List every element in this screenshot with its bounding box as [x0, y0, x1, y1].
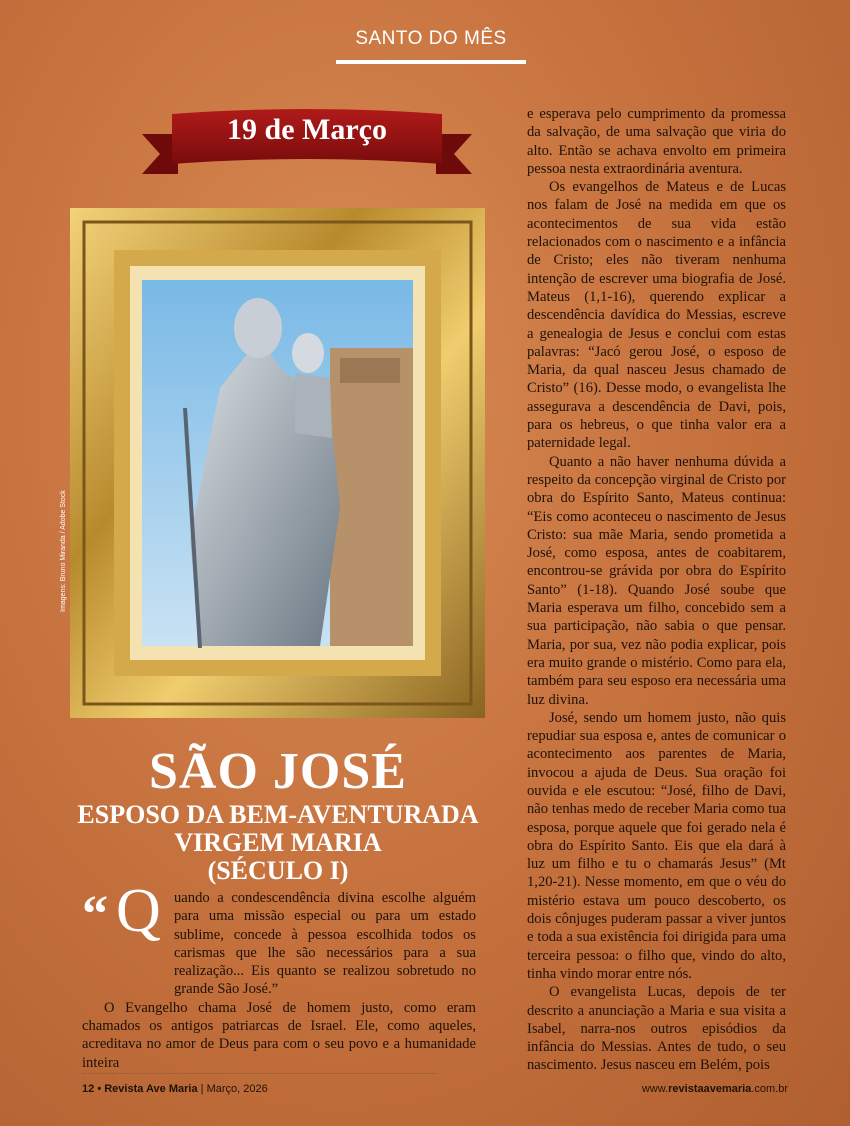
footer-separator: |: [200, 1083, 204, 1095]
right-column-body: [527, 105, 786, 1075]
intro-quote-paragraph: uando a condescendência divina escolhe alguém para uma missão especial ou para um estado sublime, concede à pessoa escolhida todos os carismas que lhe são necessários para a sua realização... Eis quanto se realizou sobretudo no grande São José.”: [174, 890, 476, 998]
image-credit: Imagens: Bruno Miranda / Adobe Stock: [60, 490, 67, 612]
url-prefix: www.: [641, 1083, 669, 1095]
subtitle-line-3: (SÉCULO I): [207, 856, 349, 885]
footer-page-info: [82, 1083, 268, 1095]
body-paragraph: O Evangelho chama José de homem justo, como eram chamados os antigos patriarcas de Israel. Ele, como aqueles, acreditava no amor de Deus para com o seu povo e a humanidade inteira: [82, 999, 476, 1071]
left-column-body: [82, 889, 476, 1072]
body-paragraph: O evangelista Lucas, depois de ter descrito a anunciação a Maria e sua visita a Isabel, narra-nos outros episódios da infância do Messias. Antes de tudo, o seu nascimento. Jesus nasceu em Belém, pois: [527, 984, 786, 1074]
section-underline: [336, 60, 526, 64]
section-label: SANTO DO MÊS: [355, 28, 507, 49]
url-suffix: .com.br: [751, 1083, 788, 1095]
magazine-name: Revista Ave Maria: [104, 1083, 198, 1095]
saint-portrait-frame: [70, 208, 485, 718]
body-paragraph: Os evangelhos de Mateus e de Lucas nos falam de José na medida em que os acontecimentos de sua vida estão relacionados com o nascimento e a infância de Cristo; eles não tiveram nenhuma intenção de escrever uma biografia de José. Mateus (1,1-16), querendo explicar a descendência davídica do Messias, escreve a genealogia de Jesus e conclui com estas palavras: “Jacó gerou José, o esposo de Maria, da qual nasceu Jesus chamado de Cristo” (16). Desse modo, o evangelista lhe assegurava a descendência de Davi, pois, para os hebreus, o que tinha valor era a paternidade legal.: [527, 179, 786, 452]
body-paragraph: Quanto a não haver nenhuma dúvida a respeito da concepção virginal de Cristo por obra do Espírito Santo, Mateus continua: “Eis como aconteceu o nascimento de Jesus Cristo: sua mãe Maria, sendo prometida a José, como esposa, antes de coabitarem, encontrou-se grávida por obra do Espírito Santo” (1-18). Quando José soube que Maria esperava um filho, concebido sem a sua participação, não sabia o que pensar. Maria, por sua, vez não podia explicar, pois era muito grande o mistério. Como para ela, também para seu esposo era necessária uma luz divina.: [527, 453, 786, 708]
subtitle-line-1: ESPOSO DA BEM-AVENTURADA: [77, 800, 479, 829]
drop-cap: Q: [116, 877, 161, 945]
page-number: 12: [82, 1083, 95, 1095]
opening-quote-mark: “: [82, 886, 108, 943]
article-title: SÃO JOSÉ: [149, 743, 407, 800]
date-ribbon-text: 19 de Março: [227, 113, 387, 146]
footer-divider: [82, 1073, 437, 1074]
subtitle-line-2: VIRGEM MARIA: [174, 828, 382, 857]
body-paragraph: José, sendo um homem justo, não quis repudiar sua esposa e, antes de comunicar o acontecimento aos parentes de Maria, invocou a ajuda de Deus. Sua oração foi ouvida e ele escutou: “José, filho de Davi, não tenhas medo de receber Maria como tua esposa, porque aquele que foi gerado nela é obra do Espírito Santo. Eis que ela dará à luz um filho e tu o chamarás Jesus” (Mt 1,20-21). Nesse momento, em que o véu do mistério estava um pouco descoberto, os dois cônjuges puderam passar a viver juntos e toda a sua existência foi dirigida para uma terceira pessoa: o filho que, vindo do alto, tinha vindo morar entre nós.: [527, 709, 786, 982]
body-paragraph: e esperava pelo cumprimento da promessa da salvação, de uma salvação que viria do alto. Então se achava envolto em primeira pessoa nesta extraordinária aventura.: [527, 106, 786, 177]
url-brand: revistaavemaria: [668, 1083, 752, 1095]
issue-date: Março, 2026: [206, 1083, 268, 1095]
bullet-separator: •: [97, 1083, 102, 1095]
footer-website-link[interactable]: [642, 1083, 788, 1095]
